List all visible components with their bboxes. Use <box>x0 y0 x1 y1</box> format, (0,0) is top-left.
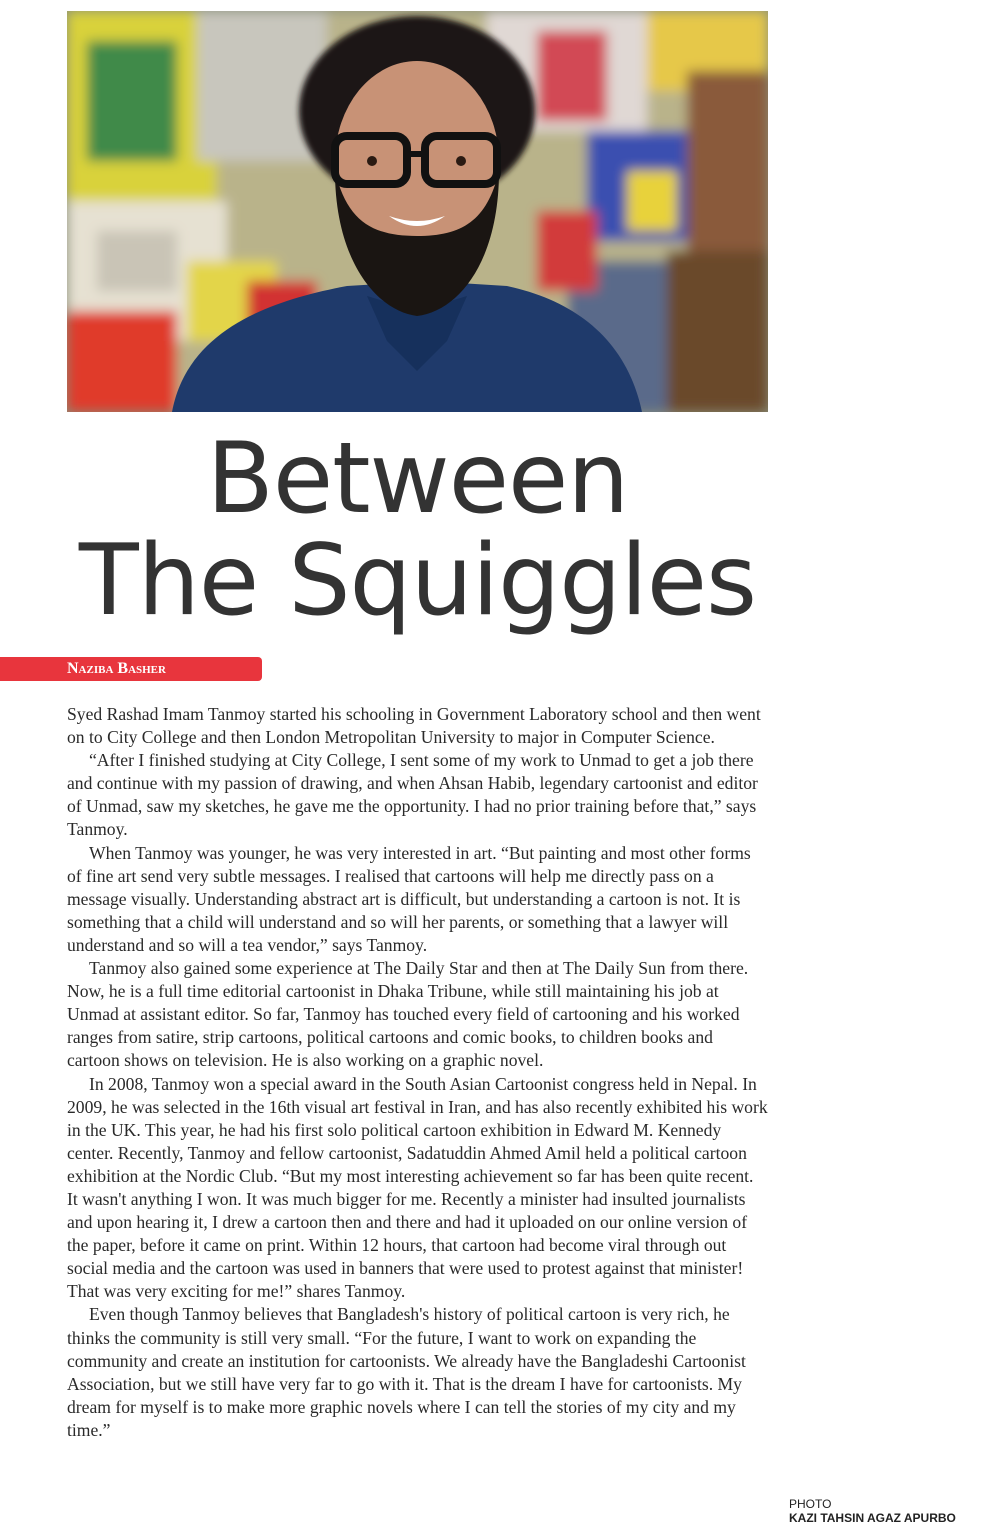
portrait-illustration <box>67 11 768 412</box>
headline-line-2: The Squiggles <box>78 524 757 638</box>
photo-credit <box>789 1497 992 1525</box>
paragraph-6: Even though Tanmoy believes that Bangladesh's history of political cartoon is very rich, he thinks the community is still very small. “For the future, I want to work on expanding the community and create an institution for cartoonists. We already have the Bangladeshi Cartoonist Association, but we still have very far to go with it. That is the dream I have for cartoonists. My dream for myself is to make more graphic novels where I can tell the stories of my city and my time.” <box>67 1304 746 1440</box>
author-byline: Naziba Basher <box>67 660 166 677</box>
paragraph-3: When Tanmoy was younger, he was very interested in art. “But painting and most other forms of fine art send very subtle messages. I realised that cartoons will help me directly pass on a message visually. Understanding abstract art is difficult, but understanding a cartoon is not. It is something that a child will understand and so will her parents, or something that a lawyer will understand and so will a tea vendor,” says Tanmoy. <box>67 842 751 955</box>
portrait-photo <box>67 11 768 412</box>
article-headline <box>67 422 768 638</box>
photo-credit-name: KAZI TAHSIN AGAZ APURBO <box>789 1511 956 1525</box>
article-body <box>67 703 768 1442</box>
paragraph-4: Tanmoy also gained some experience at The Daily Star and then at The Daily Sun from there. Now, he is a full time editorial cartoonist in Dhaka Tribune, while still maintaining his job at Unmad at assistant editor. So far, Tanmoy has touched every field of cartooning and his worked ranges from satire, strip cartoons, political cartoons and comic books, to children books and cartoon shows on television. He is also working on a graphic novel. <box>67 958 749 1071</box>
photo-credit-label: PHOTO <box>789 1497 832 1511</box>
headline-line-1: Between <box>206 422 629 536</box>
paragraph-5: In 2008, Tanmoy won a special award in the South Asian Cartoonist congress held in Nepal. In 2009, he was selected in the 16th visual art festival in Iran, and has also recently exhibited his work in the UK. This year, he had his first solo political cartoon exhibition in Edward M. Kennedy center. Recently, Tanmoy and fellow cartoonist, Sadatuddin Ahmed Amil held a political cartoon exhibition at the Nordic Club. “But my most interesting achievement so far has been quite recent. It wasn't anything I won. It was much bigger for me. Recently a minister had insulted journalists and upon hearing it, I drew a cartoon then and there and had it uploaded on our online version of the paper, before it came on print. Within 12 hours, that cartoon had become viral through out social media and the cartoon was used in banners that were used to protest against that minister! That was very exciting for me!” shares Tanmoy. <box>67 1073 768 1302</box>
paragraph-1: Syed Rashad Imam Tanmoy started his schooling in Government Laboratory school and then went on to City College and then London Metropolitan University to major in Computer Science. <box>67 704 761 748</box>
paragraph-2: “After I finished studying at City College, I sent some of my work to Unmad to get a job there and continue with my passion of drawing, and when Ahsan Habib, legendary cartoonist and editor of Unmad, saw my sketches, he gave me the opportunity. I had no prior training before that,” says Tanmoy. <box>67 750 758 840</box>
